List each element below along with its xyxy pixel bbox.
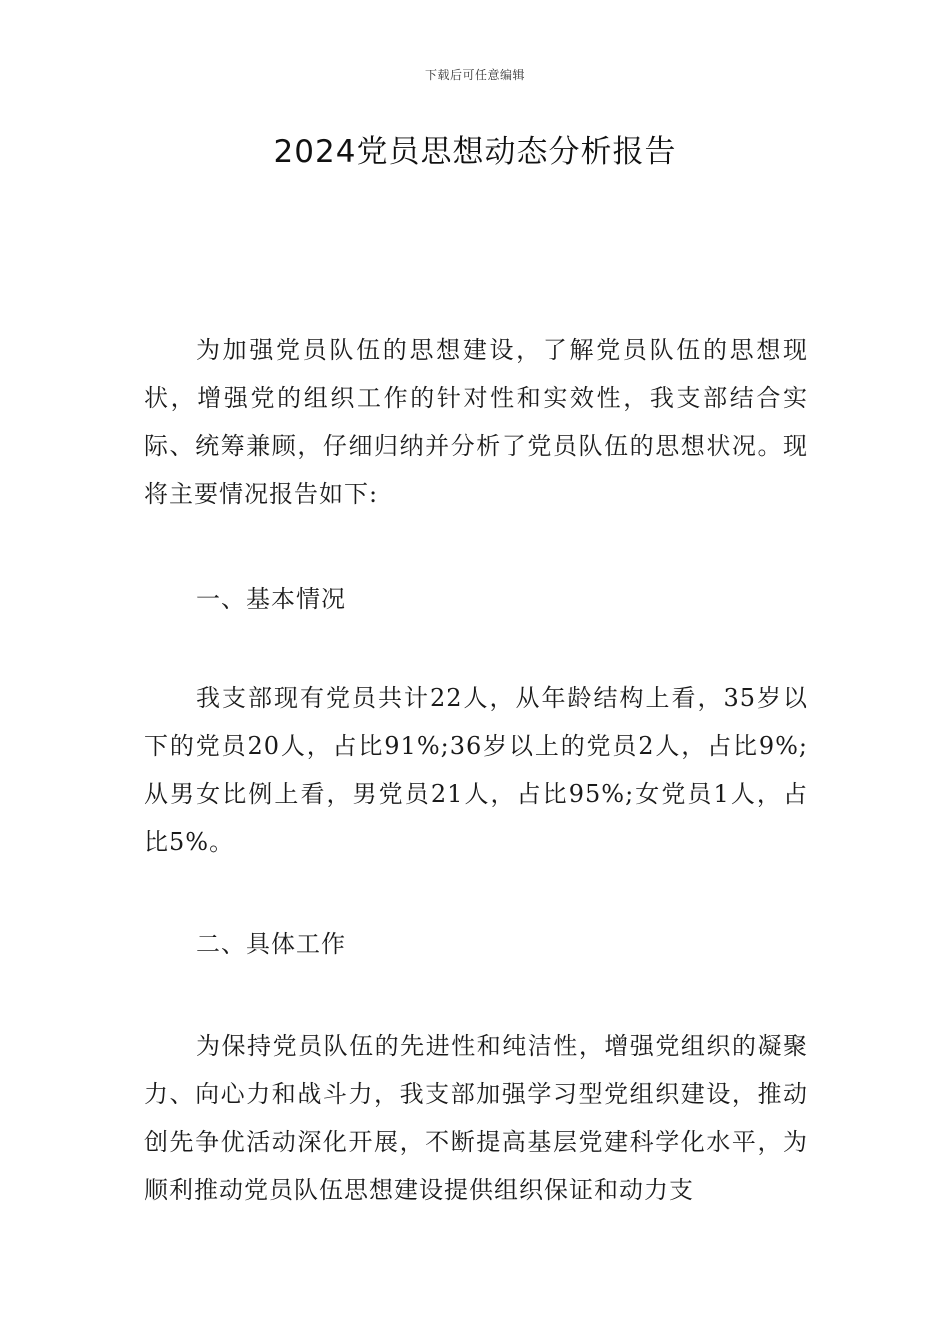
intro-paragraph: 为加强党员队伍的思想建设，了解党员队伍的思想现状，增强党的组织工作的针对性和实效性，我支部结合实际、统筹兼顾，仔细归纳并分析了党员队伍的思想状况。现将主要情况报告如下: <box>144 336 808 508</box>
section-heading-specific-work: 二、具体工作 <box>196 930 346 958</box>
header-note: 下载后可任意编辑 <box>424 68 525 82</box>
section-heading-basic-situation: 一、基本情况 <box>196 585 346 613</box>
specific-work-paragraph: 为保持党员队伍的先进性和纯洁性，增强党组织的凝聚力、向心力和战斗力，我支部加强学习型党组织建设，推动创先争优活动深化开展，不断提高基层党建科学化水平，为顺利推动党员队伍思想建设提供组织保证和动力支 <box>144 1032 808 1204</box>
basic-situation-paragraph: 我支部现有党员共计22人，从年龄结构上看，35岁以下的党员20人，占比91%;36岁以上的党员2人，占比9%;从男女比例上看，男党员21人，占比95%;女党员1人，占比5%。 <box>144 684 808 856</box>
document-title: 2024党员思想动态分析报告 <box>273 134 677 170</box>
